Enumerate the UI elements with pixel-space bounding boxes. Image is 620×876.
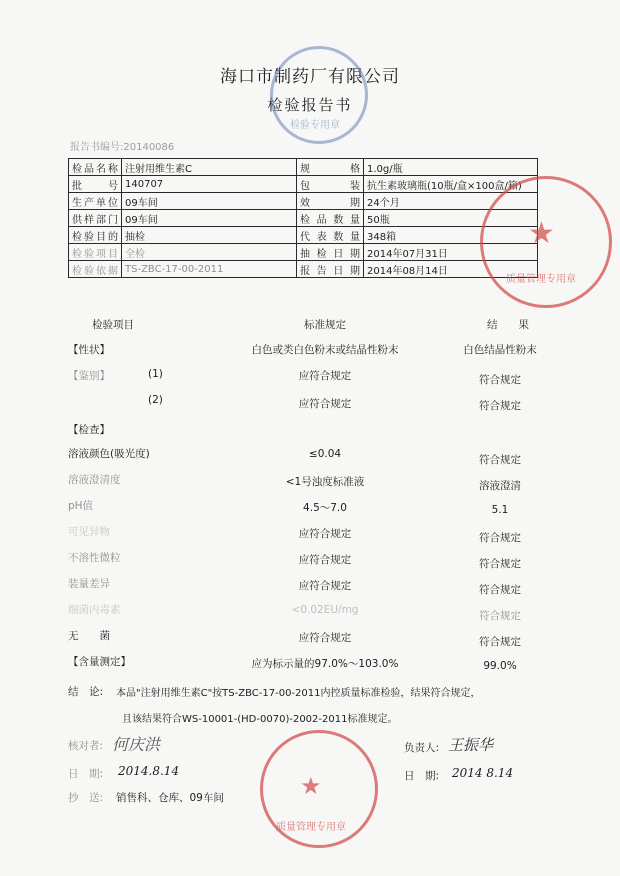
result-value: 白色结晶性粉末 [463, 344, 537, 356]
info-label: 检验依据 [69, 261, 122, 278]
conclusion-line2: 且该结果符合WS-10001-(HD-0070)-2002-2011标准规定。 [122, 714, 398, 725]
result-item: 【鉴别】 [68, 370, 110, 382]
result-standard: 白色或类白色粉末或结晶性粉末 [251, 344, 399, 356]
result-value: 符合规定 [479, 374, 521, 386]
result-standard: 应符合规定 [298, 554, 352, 566]
info-value: TS-ZBC-17-00-2011 [122, 261, 297, 278]
cc-value: 销售科、仓库、09车间 [116, 792, 224, 804]
result-value: 符合规定 [479, 558, 521, 570]
info-label: 检品名称 [69, 159, 122, 176]
result-value: 5.1 [491, 504, 509, 516]
table-row [69, 159, 538, 176]
date-right: 2014 8.14 [452, 766, 514, 780]
info-value: 24个月 [364, 193, 538, 210]
result-standard: 应为标示量的97.0%～103.0% [251, 658, 399, 670]
result-item: 【含量测定】 [68, 656, 131, 668]
inspection-seal-text: 检验专用章 [290, 120, 340, 131]
result-standard: 4.5～7.0 [303, 502, 347, 514]
result-item: 【性状】 [68, 344, 110, 356]
quality-seal-text-right: 质量管理专用章 [506, 274, 576, 285]
info-value: 50瓶 [364, 210, 538, 227]
star-icon: ★ [300, 772, 322, 800]
info-label: 效 期 [297, 193, 364, 210]
responsible-signature: 王振华 [448, 736, 494, 754]
result-value: 符合规定 [479, 636, 521, 648]
info-label: 生产单位 [69, 193, 122, 210]
info-value: 注射用维生素C [122, 159, 297, 176]
result-item: 溶液澄清度 [68, 474, 121, 486]
result-item: pH值 [68, 500, 94, 512]
info-value: 09车间 [122, 193, 297, 210]
info-label: 检验项目 [69, 244, 122, 261]
quality-seal-text-bottom: 质量管理专用章 [276, 822, 346, 833]
result-value: 溶液澄清 [479, 480, 521, 492]
result-value: 99.0% [483, 660, 517, 672]
info-table [68, 158, 538, 278]
info-label: 抽检日期 [297, 244, 364, 261]
info-value: 抽检 [122, 227, 297, 244]
result-standard: 应符合规定 [298, 398, 352, 410]
info-label: 检验目的 [69, 227, 122, 244]
result-value: 符合规定 [479, 400, 521, 412]
result-item: 细菌内毒素 [68, 604, 121, 616]
info-label: 包 装 [297, 176, 364, 193]
report-title: 检验报告书 [267, 96, 353, 114]
checker-label: 核对者: [68, 740, 104, 752]
cc-label: 抄 送: [68, 792, 104, 804]
date-label-left: 日 期: [68, 768, 104, 780]
result-standard: <1号浊度标准液 [285, 476, 365, 488]
info-label: 代表数量 [297, 227, 364, 244]
table-row [69, 227, 538, 244]
conclusion-label: 结 论: [68, 686, 104, 698]
info-value: 09车间 [122, 210, 297, 227]
result-standard: 应符合规定 [298, 632, 352, 644]
report-number [70, 138, 174, 153]
info-value: 348箱 [364, 227, 538, 244]
conclusion-line1: 本品"注射用维生素C"按TS-ZBC-17-00-2011内控质量标准检验，结果符合规定， [116, 688, 481, 699]
table-row [69, 193, 538, 210]
result-item: 溶液颜色(吸光度) [68, 448, 150, 460]
report-number-value: 20140086 [123, 142, 175, 153]
result-item: 无 菌 [68, 630, 110, 642]
result-item: 可见异物 [68, 526, 110, 538]
info-value: 2014年08月14日 [364, 261, 538, 278]
info-value: 抗生素玻璃瓶(10瓶/盒×100盒/箱) [364, 176, 538, 193]
table-row [69, 176, 538, 193]
info-label: 批 号 [69, 176, 122, 193]
result-subitem: (2) [148, 394, 163, 406]
result-subitem: (1) [148, 368, 163, 380]
date-left: 2014.8.14 [118, 764, 180, 778]
info-label: 报告日期 [297, 261, 364, 278]
company-name: 海口市制药厂有限公司 [220, 67, 400, 87]
result-section: 【检查】 [68, 424, 110, 436]
col-header-item: 检验项目 [92, 319, 134, 331]
table-row [69, 244, 538, 261]
checker-signature: 何庆洪 [112, 735, 161, 754]
info-value: 1.0g/瓶 [364, 159, 538, 176]
result-value: 符合规定 [479, 532, 521, 544]
result-value: 符合规定 [479, 584, 521, 596]
col-header-result: 结 果 [487, 319, 529, 331]
report-number-label: 报告书编号: [70, 142, 124, 153]
responsible-label: 负责人: [404, 742, 440, 754]
result-item: 装量差异 [68, 578, 110, 590]
info-label: 检品数量 [297, 210, 364, 227]
result-value: 符合规定 [479, 454, 521, 466]
star-icon: ★ [528, 216, 555, 251]
result-item: 不溶性微粒 [68, 552, 121, 564]
result-standard: 应符合规定 [298, 370, 352, 382]
result-value: 符合规定 [479, 610, 521, 622]
table-row [69, 210, 538, 227]
info-value: 140707 [122, 176, 297, 193]
info-label: 供样部门 [69, 210, 122, 227]
table-row [69, 261, 538, 278]
info-label: 规 格 [297, 159, 364, 176]
info-value: 全检 [122, 244, 297, 261]
result-standard: ≤0.04 [308, 448, 342, 460]
date-label-right: 日 期: [404, 770, 440, 782]
info-value: 2014年07月31日 [364, 244, 538, 261]
result-standard: 应符合规定 [298, 580, 352, 592]
col-header-standard: 标准规定 [304, 319, 346, 331]
result-standard: <0.02EU/mg [291, 604, 359, 616]
result-standard: 应符合规定 [298, 528, 352, 540]
